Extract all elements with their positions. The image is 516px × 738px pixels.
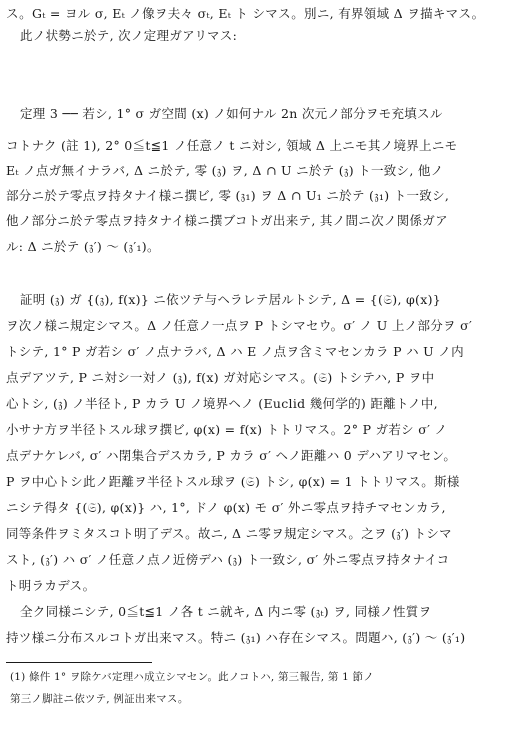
proof-heading: 証明 (𝔷) ガ {(𝔷), f(x)} ニ依ツテ与ヘラレテ居ルトシテ, Δ = {(𝔖), φ(x)} <box>20 292 441 307</box>
theorem-heading: 定理 3 ── 若シ, 1° σ ガ空間 (x) ノ如何ナル 2n 次元ノ部分ヲモ充填スル <box>20 106 443 121</box>
text-line: 持ツ様ニ分布スルコトガ出来マス。特ニ (𝔷₁) ハ存在シマス。問題ハ, (𝔷′) 〜 (𝔷′₁) <box>6 630 466 645</box>
text-line: 点デアツテ, P ニ対シ一対ノ (𝔷), f(x) ガ対応シマス。(𝔖) トシテハ, P ヲ中 <box>6 370 435 385</box>
text-line: 全ク同様ニシテ, 0≦t≦1 ノ各 t ニ就キ, Δ 内ニ零 (𝔷ₜ) ヲ, 同様ノ性質ヲ <box>20 604 432 619</box>
footnote-line: 第三ノ脚註ニ依ツテ, 例証出来マス。 <box>10 693 189 705</box>
text-line: P ヲ中心トシ此ノ距離ヲ半径トスル球ヲ (𝔖) トシ, φ(x) = 1 トトリマス。斯様 <box>6 474 460 489</box>
heading-underline: 定理 3 <box>20 106 59 121</box>
text-line: 他ノ部分ニ於テ零点ヲ持タナイ様ニ撰ブコトガ出来テ, 其ノ間ニ次ノ関係ガア <box>6 213 448 228</box>
footnote-line: (1) 條件 1° ヲ除ケバ定理ハ成立シマセン。此ノコトハ, 第三報告, 第 1 節ノ <box>10 671 374 683</box>
text-line: トシテ, 1° P ガ若シ σ′ ノ点ナラバ, Δ ハ E ノ点ヲ含ミマセンカラ P ハ U ノ内 <box>6 344 464 359</box>
text-line: 小サナ方ヲ半径トスル球ヲ撰ビ, φ(x) = f(x) トトリマス。2° P ガ若シ σ′ ノ <box>6 422 448 437</box>
heading-underline: 証明 <box>20 292 46 307</box>
text-line: Eₜ ノ点ガ無イナラバ, Δ ニ於テ, 零 (𝔷) ヲ, Δ ∩ U ニ於テ (𝔷) ト一致シ, 他ノ <box>6 163 444 178</box>
text-line: 心トシ, (𝔷) ノ半径ト, P カラ U ノ境界ヘノ (Euclid 幾何学的) 距離トノ中, <box>6 396 438 411</box>
text-line: 此ノ状勢ニ於テ, 次ノ定理ガアリマス: <box>20 28 238 43</box>
text-line: 点デナケレバ, σ′ ハ閉集合デスカラ, P カラ σ′ ヘノ距離ハ 0 デハアリマセン。 <box>6 448 457 463</box>
text-line: 部分ニ於テ零点ヲ持タナイ様ニ撰ビ, 零 (𝔷₁) ヲ Δ ∩ U₁ ニ於テ (𝔷₁) ト一致シ, <box>6 188 450 203</box>
footnote-rule <box>6 662 152 663</box>
text-line: ニシテ得タ {(𝔖), φ(x)} ハ, 1°, ドノ φ(x) モ σ′ 外ニ零点ヲ持チマセンカラ, <box>6 500 446 515</box>
text-line: コトナク (註 1), 2° 0≦t≦1 ノ任意ノ t ニ対シ, 領域 Δ 上ニモ其ノ境界上ニモ <box>6 138 458 153</box>
text-line: ス。Gₜ = ヨル σ, Eₜ ノ像ヲ夫々 σₜ, Eₜ ト シマス。別ニ, 有界領域 Δ ヲ描キマス。 <box>6 6 485 21</box>
text-line: ト明ラカデス。 <box>6 578 96 593</box>
text-line: ル: Δ ニ於テ (𝔷′) 〜 (𝔷′₁)。 <box>6 239 160 254</box>
text-line: ヲ次ノ様ニ規定シマス。Δ ノ任意ノ一点ヲ P トシマセウ。σ′ ノ U 上ノ部分ヲ σ′ <box>6 318 473 333</box>
text-line: 同等条件ヲミタスコト明了デス。故ニ, Δ ニ零ヲ規定シマス。之ヲ (𝔷′) トシマ <box>6 526 452 541</box>
text-line: スト, (𝔷′) ハ σ′ ノ任意ノ点ノ近傍デハ (𝔷) ト一致シ, σ′ 外ニ零点ヲ持タナイコ <box>6 552 450 567</box>
